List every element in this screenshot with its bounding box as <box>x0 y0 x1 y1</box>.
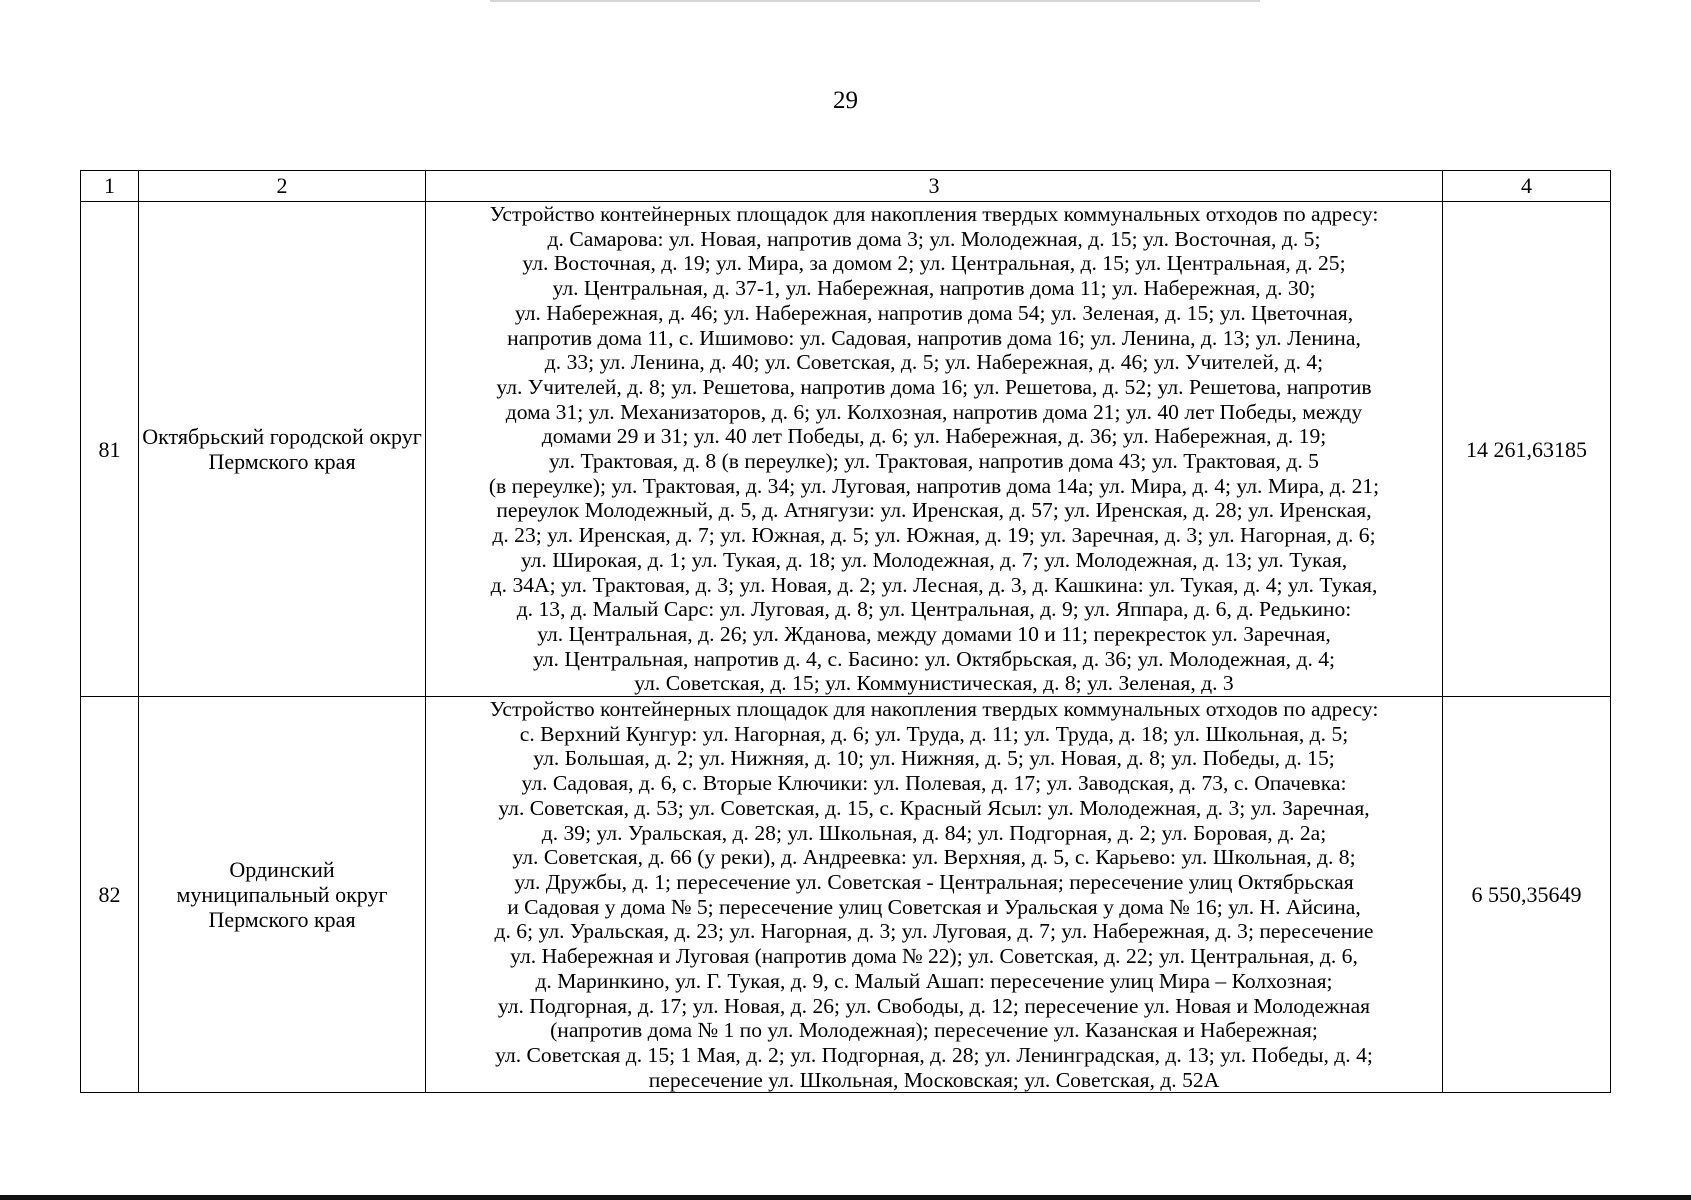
table-row <box>81 202 1611 697</box>
description-line: ул. Набережная, д. 46; ул. Набережная, напротив дома 54; ул. Зеленая, д. 15; ул. Цветочная, <box>514 300 1354 325</box>
scan-edge-top <box>490 0 1260 2</box>
description-line: домами 29 и 31; ул. 40 лет Победы, д. 6; ул. Набережная, д. 36; ул. Набережная, д. 19; <box>541 424 1327 449</box>
amount-value: 14 261,63185 <box>1443 202 1611 697</box>
description-line: ул. Садовая, д. 6, с. Вторые Ключики: ул. Полевая, д. 17; ул. Заводская, д. 73, с. Опачевка: <box>521 771 1347 796</box>
description-line: д. 6; ул. Уральская, д. 23; ул. Нагорная, д. 3; ул. Луговая, д. 7; ул. Набережная, д. 3; пересечение <box>494 919 1374 944</box>
description-line: Устройство контейнерных площадок для накопления твердых коммунальных отходов по адресу: <box>489 697 1379 722</box>
description-line: ул. Центральная, напротив д. 4, с. Басино: ул. Октябрьская, д. 36; ул. Молодежная, д. 4; <box>532 646 1336 671</box>
column-header-2: 2 <box>139 171 426 202</box>
description-line: д. 23; ул. Иренская, д. 7; ул. Южная, д. 5; ул. Южная, д. 19; ул. Заречная, д. 3; ул. Нагорная, д. 6; <box>492 523 1376 548</box>
description-line: д. 39; ул. Уральская, д. 28; ул. Школьная, д. 84; ул. Подгорная, д. 2; ул. Боровая, д. 2а; <box>541 820 1327 845</box>
description-line: ул. Советская, д. 66 (у реки), д. Андреевка: ул. Верхняя, д. 5, с. Карьево: ул. Школьная, д. 8; <box>512 845 1356 870</box>
description-line: ул. Восточная, д. 19; ул. Мира, за домом 2; ул. Центральная, д. 15; ул. Центральная, д. 25; <box>522 251 1346 276</box>
table-header-row <box>81 171 1611 202</box>
description-line: и Садовая у дома № 5; пересечение улиц Советская и Уральская у дома № 16; ул. Н. Айсина, <box>507 894 1361 919</box>
description-line: ул. Широкая, д. 1; ул. Тукая, д. 18; ул. Молодежная, д. 7; ул. Молодежная, д. 13; ул. Тукая, <box>520 547 1348 572</box>
description-line: ул. Учителей, д. 8; ул. Решетова, напротив дома 16; ул. Решетова, д. 52; ул. Решетова, напротив <box>496 374 1372 399</box>
description-line: ул. Центральная, д. 37-1, ул. Набережная, напротив дома 11; ул. Набережная, д. 30; <box>552 276 1316 301</box>
description-line: ул. Большая, д. 2; ул. Нижняя, д. 10; ул. Нижняя, д. 5; ул. Новая, д. 8; ул. Победы, д. 15; <box>533 746 1335 771</box>
description-line: переулок Молодежный, д. 5, д. Атнягузи: ул. Иренская, д. 57; ул. Иренская, д. 28; ул. Иренская, <box>496 498 1372 523</box>
description-line: дома 31; ул. Механизаторов, д. 6; ул. Колхозная, напротив дома 21; ул. 40 лет Победы, между <box>505 399 1363 424</box>
description-line: ул. Подгорная, д. 17; ул. Новая, д. 26; ул. Свободы, д. 12; пересечение ул. Новая и Молодежная <box>497 993 1371 1018</box>
description-line: ул. Советская, д. 53; ул. Советская, д. 15, с. Красный Ясыл: ул. Молодежная, д. 3; ул. Заречная, <box>498 795 1370 820</box>
municipality-name-line: муниципальный округ <box>176 882 388 908</box>
column-header-3: 3 <box>426 171 1443 202</box>
allocation-table <box>80 170 1611 1093</box>
work-description <box>426 202 1443 697</box>
description-line: д. 34А; ул. Трактовая, д. 3; ул. Новая, д. 2; ул. Лесная, д. 3, д. Кашкина: ул. Тукая, д. 4; ул. Тукая, <box>490 572 1378 597</box>
description-line: ул. Набережная и Луговая (напротив дома № 22); ул. Советская, д. 22; ул. Центральная, д. 6, <box>510 944 1358 969</box>
description-line: ул. Центральная, д. 26; ул. Жданова, между домами 10 и 11; перекресток ул. Заречная, <box>537 621 1331 646</box>
description-line: с. Верхний Кунгур: ул. Нагорная, д. 6; ул. Труда, д. 11; ул. Труда, д. 18; ул. Школьная, д. 5; <box>519 721 1349 746</box>
description-line: пересечение ул. Школьная, Московская; ул. Советская, д. 52А <box>648 1067 1220 1092</box>
column-header-4: 4 <box>1443 171 1611 202</box>
description-line: ул. Советская д. 15; 1 Мая, д. 2; ул. Подгорная, д. 28; ул. Ленинградская, д. 13; ул. Победы, д. 4; <box>495 1042 1373 1067</box>
description-line: д. 33; ул. Ленина, д. 40; ул. Советская, д. 5; ул. Набережная, д. 46; ул. Учителей, д. 4; <box>544 350 1324 375</box>
description-line: ул. Дружбы, д. 1; пересечение ул. Советская - Центральная; пересечение улиц Октябрьская <box>514 869 1354 894</box>
municipality-name-line: Ординский <box>229 857 335 883</box>
column-header-1: 1 <box>81 171 139 202</box>
description-line: ул. Советская, д. 15; ул. Коммунистическая, д. 8; ул. Зеленая, д. 3 <box>634 671 1234 696</box>
description-line: д. 13, д. Малый Сарс: ул. Луговая, д. 8; ул. Центральная, д. 9; ул. Яппара, д. 6, д. Редькино: <box>516 597 1352 622</box>
row-number: 81 <box>81 202 139 697</box>
description-line: напротив дома 11, с. Ишимово: ул. Садовая, напротив дома 16; ул. Ленина, д. 13; ул. Ленина, <box>507 325 1361 350</box>
description-line: д. Самарова: ул. Новая, напротив дома 3; ул. Молодежная, д. 15; ул. Восточная, д. 5; <box>547 226 1321 251</box>
description-line: ул. Трактовая, д. 8 (в переулке); ул. Трактовая, напротив дома 43; ул. Трактовая, д. 5 <box>549 449 1319 474</box>
municipality-name-line: Пермского края <box>208 907 356 933</box>
table-row <box>81 697 1611 1093</box>
description-line: д. Маринкино, ул. Г. Тукая, д. 9, с. Малый Ашап: пересечение улиц Мира – Колхозная; <box>535 968 1333 993</box>
scan-edge-bottom <box>0 1195 1691 1200</box>
description-line: (напротив дома № 1 по ул. Молодежная); пересечение ул. Казанская и Набережная; <box>550 1018 1318 1043</box>
row-number: 82 <box>81 697 139 1093</box>
work-description <box>426 697 1443 1093</box>
amount-value: 6 550,35649 <box>1443 697 1611 1093</box>
page-number: 29 <box>833 87 858 114</box>
municipality-name <box>139 697 426 1093</box>
description-line: (в переулке); ул. Трактовая, д. 34; ул. Луговая, напротив дома 14а; ул. Мира, д. 4; ул. Мира, д. 21; <box>488 473 1380 498</box>
municipality-name: Октябрьский городской округ Пермского края <box>139 202 426 697</box>
description-line: Устройство контейнерных площадок для накопления твердых коммунальных отходов по адресу: <box>489 202 1379 226</box>
